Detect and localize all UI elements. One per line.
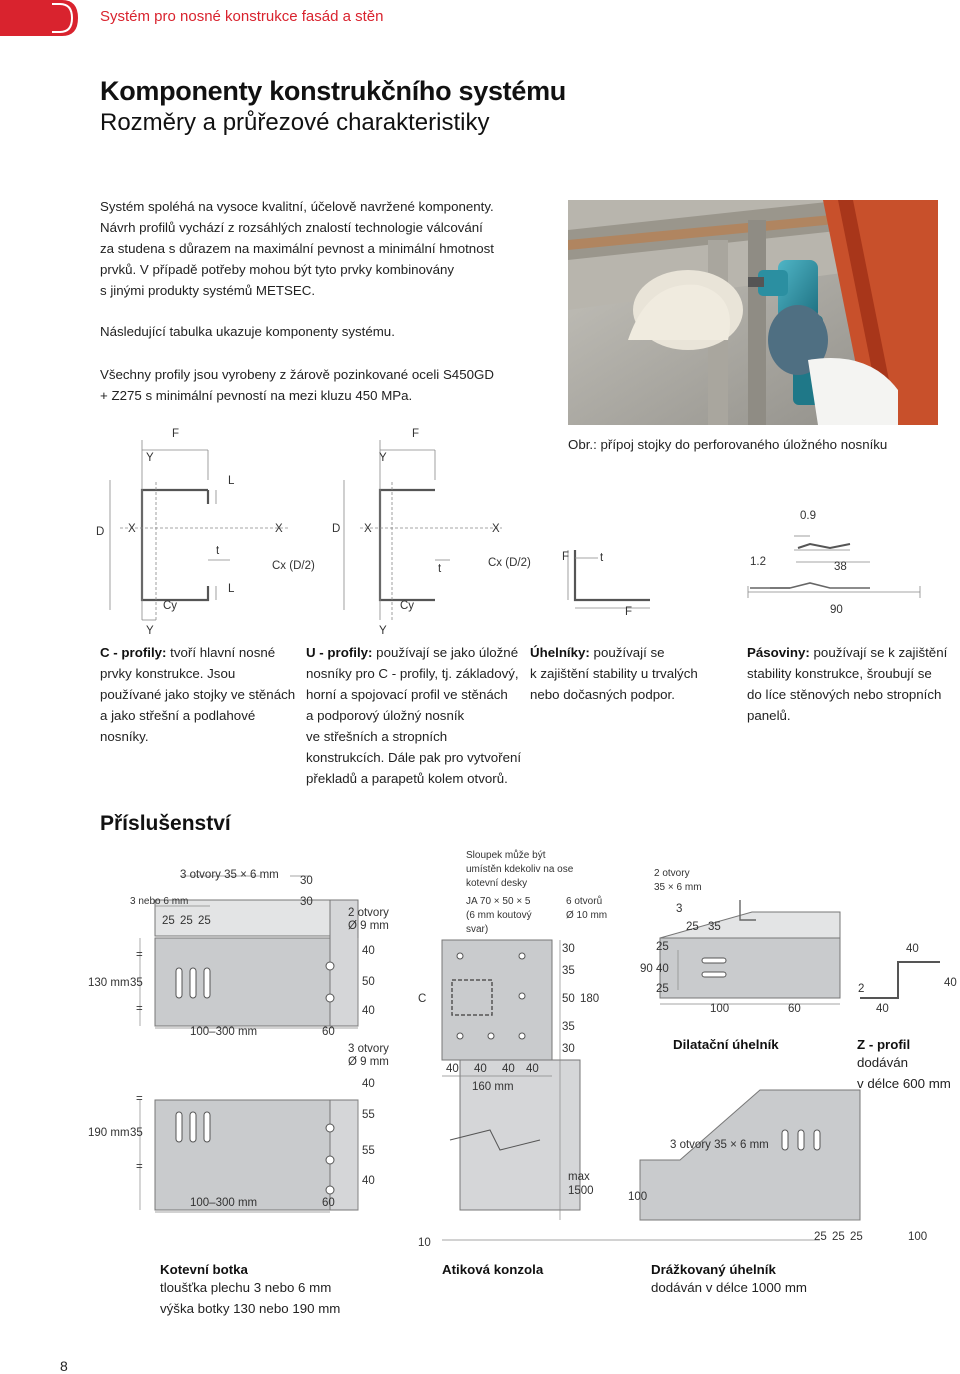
dil-v40: 40 (656, 963, 669, 975)
u-desc-line: ve střešních a stropních (306, 729, 448, 744)
shoe-h130: 130 mm (88, 977, 130, 989)
slotted-s25-2: 25 (832, 1231, 845, 1243)
intro-line: za studena s důrazem na maximální pevnost a minimální hmotnost (100, 241, 494, 256)
table-note: Následující tabulka ukazuje komponenty systému. (100, 324, 395, 339)
shoe-eq3: = (136, 1093, 143, 1105)
c-label-D: D (96, 526, 105, 538)
shoe-w60b: 60 (322, 1197, 335, 1209)
shoe-holes2: 2 otvory (348, 907, 389, 919)
dil-h1: 2 otvory (654, 868, 690, 879)
shoe-w60: 60 (322, 1026, 335, 1038)
bracket-w160: 160 mm (472, 1081, 514, 1093)
bracket-note3: kotevní desky (466, 878, 528, 889)
bracket-b40-2: 40 (474, 1063, 487, 1075)
c-label-Y2: Y (146, 625, 154, 637)
bracket-max2: 1500 (568, 1185, 594, 1197)
slotted-w100: 100 (908, 1231, 928, 1243)
bracket-b40-3: 40 (502, 1063, 515, 1075)
c-desc-title: C - profily: (100, 645, 167, 660)
shoe-holes3: 3 otvory (348, 1043, 389, 1055)
c-desc-line: prvky konstrukce. Jsou (100, 666, 236, 681)
c-label-cy: Cy (163, 600, 178, 612)
angle-desc-line: používají se (589, 645, 665, 660)
intro-line: s jinými produkty systémů METSEC. (100, 283, 316, 298)
angle-description (530, 642, 730, 705)
c-label-X2: X (275, 523, 283, 535)
shoe-h35b: 35 (130, 1127, 143, 1139)
shoe-s25-2: 25 (180, 915, 193, 927)
shoe-d50: 50 (362, 976, 375, 988)
z-profile-drawing (860, 962, 940, 998)
parapet-bracket-caption (442, 1262, 543, 1277)
u-label-Y2: Y (379, 625, 387, 637)
strip-section (798, 544, 850, 548)
strip-desc-title: Pásoviny: (747, 645, 810, 660)
strip-description (747, 642, 957, 726)
u-label-X2: X (492, 523, 500, 535)
angle-desc-title: Úhelníky: (530, 645, 590, 660)
shoe-h35: 35 (130, 977, 143, 989)
c-label-L2: L (228, 583, 235, 595)
u-label-X: X (364, 523, 372, 535)
shoe-eq2: = (136, 1003, 143, 1015)
c-label-L: L (228, 475, 235, 487)
bracket-ja2: (6 mm koutový (466, 910, 532, 921)
accessories-heading: Příslušenství (100, 812, 231, 835)
c-profile-dims (110, 440, 290, 620)
strip-desc-line: do líce stěnových nebo stropních (747, 687, 942, 702)
u-label-cx: Cx (D/2) (488, 557, 531, 569)
dil-w100: 100 (710, 1003, 730, 1015)
c-label-Y: Y (146, 452, 154, 464)
u-label-D: D (332, 523, 341, 535)
shoe-d40: 40 (362, 945, 375, 957)
c-profile-description (100, 642, 300, 747)
u-label-Y: Y (379, 452, 387, 464)
c-label-X: X (128, 523, 136, 535)
shoe-thick-label: 3 nebo 6 mm (130, 896, 189, 907)
intro-line: prvků. V případě potřeby mohou být tyto prvky kombinovány (100, 262, 455, 277)
shoe-top30b: 30 (300, 896, 313, 908)
drill-photo (568, 200, 938, 425)
anchor-shoe-line: tloušťka plechu 3 nebo 6 mm (160, 1280, 332, 1295)
bracket-h6b: Ø 10 mm (566, 910, 608, 921)
c-label-F: F (172, 428, 180, 440)
strip-label-r: 1.2 (750, 556, 766, 568)
strip-desc-line: používají se k zajištění (809, 645, 948, 660)
intro-line: Návrh profilů vychází z rozsáhlých znalostí technologie válcování (100, 220, 483, 235)
shoe-top30a: 30 (300, 875, 313, 887)
expansion-angle-drawing (660, 900, 840, 1004)
slotted-slots: 3 otvory 35 × 6 mm (670, 1139, 769, 1151)
shoe-d40c: 40 (362, 1078, 375, 1090)
section-title: Systém pro nosné konstrukce fasád a stěn (100, 8, 384, 25)
slotted-angle-caption (651, 1262, 807, 1298)
dil-v25: 25 (656, 941, 669, 953)
intro-line: Systém spoléhá na vysoce kvalitní, účelově navržené komponenty. (100, 199, 494, 214)
shoe-eq4: = (136, 1161, 143, 1173)
dil-v25b: 25 (656, 983, 669, 995)
c-desc-line: tvoří hlavní nosné (166, 645, 276, 660)
z-r40: 40 (944, 977, 957, 989)
dil-d35: 35 (708, 921, 721, 933)
shoe-eq1: = (136, 949, 143, 961)
bracket-b40-4: 40 (526, 1063, 539, 1075)
bracket-d35: 35 (562, 965, 575, 977)
angle-label-F: F (562, 551, 570, 563)
strip-desc-line: panelů. (747, 708, 791, 723)
u-desc-line: horní a spojovací profil ve stěnách (306, 687, 508, 702)
bracket-max: max (568, 1171, 590, 1183)
u-profile-shape (380, 490, 435, 600)
bracket-ja1: JA 70 × 50 × 5 (466, 896, 531, 907)
slotted-angle-line: dodáván v délce 1000 mm (651, 1280, 807, 1295)
shoe-d40d: 40 (362, 1175, 375, 1187)
shoe-s25-3: 25 (198, 915, 211, 927)
bracket-c: C (418, 993, 427, 1005)
anchor-shoe-name: Kotevní botka (160, 1262, 248, 1277)
steel-line: Všechny profily jsou vyrobeny z žárově pozinkované oceli S450GD (100, 367, 494, 382)
shoe-holes3b: Ø 9 mm (348, 1056, 389, 1068)
bracket-d30: 30 (562, 943, 575, 955)
dil-h2: 35 × 6 mm (654, 882, 702, 893)
slotted-h100: 100 (628, 1191, 648, 1203)
c-desc-line: používané jako stojky ve stěnách (100, 687, 296, 702)
expansion-angle-name: Dilatační úhelník (673, 1037, 779, 1052)
shoe-d55b: 55 (362, 1145, 375, 1157)
slotted-angle-drawing (640, 1090, 860, 1220)
c-desc-line: a jako střešní a podlahové (100, 708, 256, 723)
shoe-holes2b: Ø 9 mm (348, 920, 389, 932)
z-profile-caption (857, 1037, 951, 1094)
steel-note (100, 364, 494, 406)
z-profile-name: Z - profil (857, 1037, 911, 1052)
photo-caption: Obr.: přípoj stojky do perforovaného úložného nosníku (568, 437, 888, 452)
strip-shape (750, 583, 870, 588)
z-profile-line: v délce 600 mm (857, 1076, 951, 1091)
angle-desc-line: k zajištění stability u trvalých (530, 666, 698, 681)
z-profile-line: dodáván (857, 1055, 909, 1070)
c-profile-shape (142, 490, 208, 600)
angle-shape (575, 550, 650, 600)
strip-desc-line: stability konstrukce, šroubují se (747, 666, 932, 681)
dil-v90: 90 (640, 963, 653, 975)
shoe-slots-label: 3 otvory 35 × 6 mm (180, 869, 279, 881)
intro-paragraph (100, 196, 540, 301)
bracket-d35b: 35 (562, 1021, 575, 1033)
angle-desc-line: nebo dočasných podpor. (530, 687, 675, 702)
u-label-cy: Cy (400, 600, 415, 612)
u-label-t: t (438, 563, 442, 575)
c-label-t: t (216, 545, 220, 557)
c-desc-line: nosníky. (100, 729, 149, 744)
u-label-F: F (412, 428, 420, 440)
u-desc-line: překladů a parapetů kolem otvorů. (306, 771, 508, 786)
u-profile-description (306, 642, 526, 789)
bracket-note2: umístěn kdekoliv na ose (466, 864, 574, 875)
anchor-shoe-line: výška botky 130 nebo 190 mm (160, 1301, 341, 1316)
z-t40: 40 (906, 943, 919, 955)
bracket-ten: 10 (418, 1237, 431, 1249)
shoe-d40b: 40 (362, 1005, 375, 1017)
accessory-drawings (80, 840, 960, 1260)
angle-label-t: t (600, 552, 604, 564)
bracket-d50: 50 (562, 993, 575, 1005)
dil-w60: 60 (788, 1003, 801, 1015)
slotted-angle-name: Drážkovaný úhelník (651, 1262, 776, 1277)
bracket-d180: 180 (580, 993, 600, 1005)
u-desc-line: konstrukcích. Dále pak pro vytvoření (306, 750, 522, 765)
parapet-bracket-name: Atiková konzola (442, 1262, 544, 1277)
profile-drawings (90, 420, 950, 645)
u-desc-line: nosníky pro C - profily, tj. základový, (306, 666, 519, 681)
z-d2: 2 (858, 983, 865, 995)
slotted-s25-1: 25 (814, 1231, 827, 1243)
shoe-w1: 100–300 mm (190, 1026, 258, 1038)
bracket-note1: Sloupek může být (466, 850, 546, 861)
u-desc-line: používají se jako úložné (372, 645, 519, 660)
expansion-angle-caption (673, 1037, 779, 1052)
bracket-h6a: 6 otvorů (566, 896, 603, 907)
page-title: Komponenty konstrukčního systému (100, 76, 566, 106)
steel-line: + Z275 s minimální pevností na mezi kluzu 450 MPa. (100, 388, 413, 403)
shoe-h190: 190 mm (88, 1127, 130, 1139)
u-desc-line: a podporový úložný nosník (306, 708, 465, 723)
strip-label-w1: 38 (834, 561, 847, 573)
anchor-shoe-caption (160, 1262, 340, 1319)
dil-d3: 3 (676, 903, 683, 915)
slotted-s25-3: 25 (850, 1231, 863, 1243)
shoe-d55: 55 (362, 1109, 375, 1121)
page-subtitle: Rozměry a průřezové charakteristiky (100, 109, 490, 136)
strip-label-w2: 90 (830, 604, 843, 616)
angle-label-F2: F (625, 606, 633, 618)
bracket-d30b: 30 (562, 1043, 575, 1055)
bracket-b40-1: 40 (446, 1063, 459, 1075)
page-number: 8 (60, 1358, 68, 1374)
shoe-w2: 100–300 mm (190, 1197, 258, 1209)
u-desc-title: U - profily: (306, 645, 373, 660)
shoe-s25-1: 25 (162, 915, 175, 927)
c-label-cx: Cx (D/2) (272, 560, 315, 572)
strip-label-t: 0.9 (800, 510, 816, 522)
z-b40: 40 (876, 1003, 889, 1015)
dil-d25: 25 (686, 921, 699, 933)
bracket-ja3: svar) (466, 924, 489, 935)
